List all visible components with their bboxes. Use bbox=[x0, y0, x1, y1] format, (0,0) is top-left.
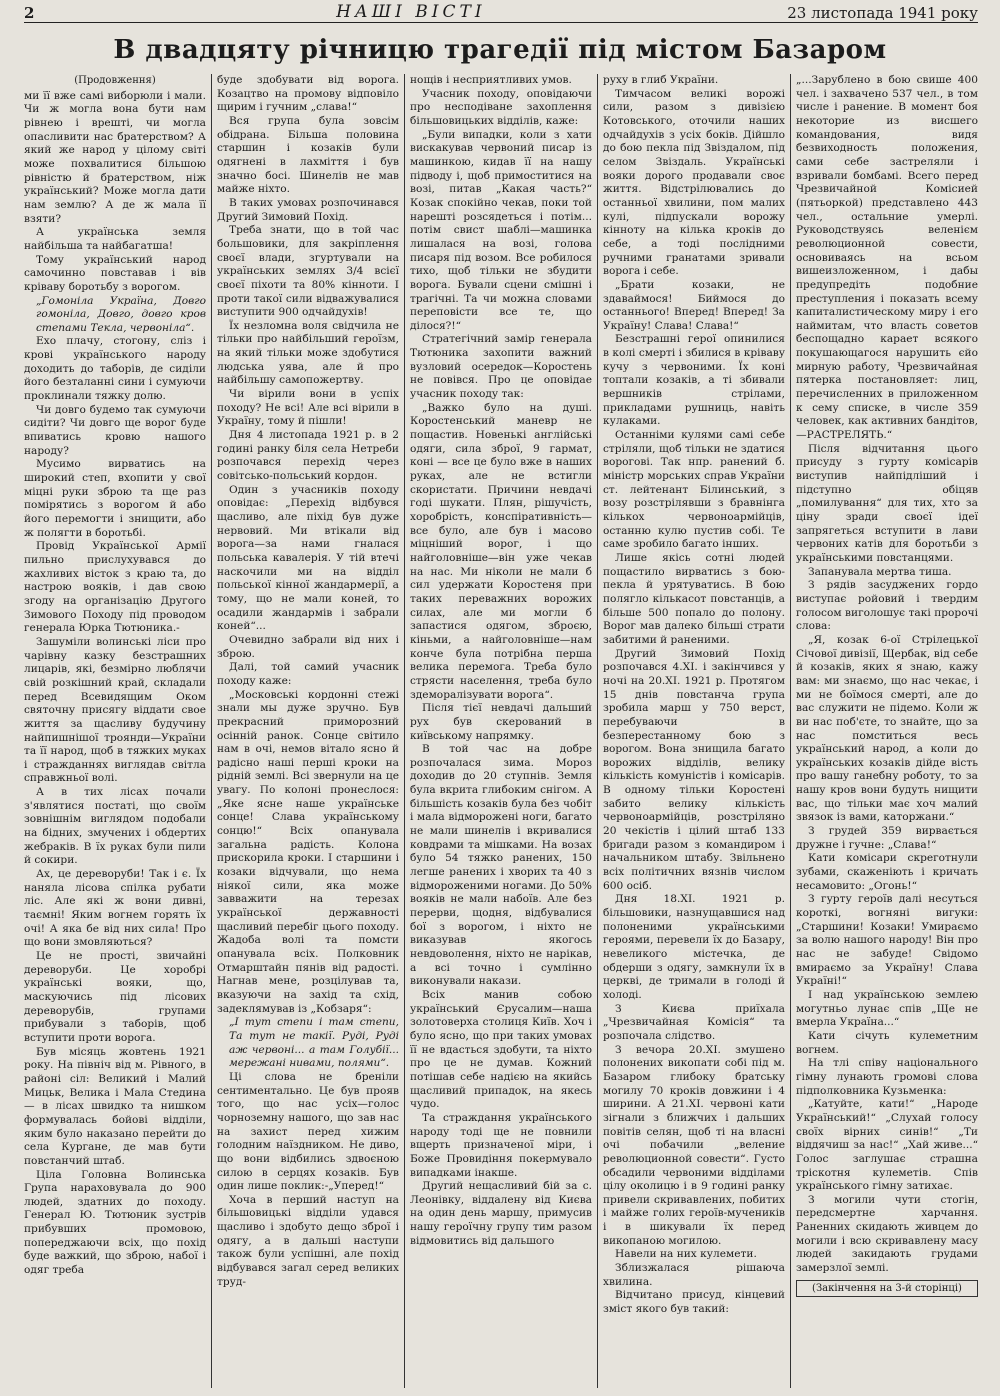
paragraph: Зблизжалася рішаюча хвилина. bbox=[603, 1262, 785, 1288]
column-4 bbox=[597, 74, 790, 1388]
paragraph: Стратегічний замір генерала Тютюника захопити важний вузловий осередок—Коростень не повівся. Про це оповідае учасник походу так: bbox=[410, 333, 592, 401]
column-2 bbox=[211, 74, 404, 1388]
paragraph: Зашуміли волинські ліси про чарівну казку безстрашних лицарів, які, безмірно люблячи свій розкішний край, складали перед Всевидящим Оком святочну присягу віддати свое життя за щасливу будучину найпишнішої троянди—України та її народ, щоб в тяжких муках і стражданнях виглядав світла справжньої волі. bbox=[24, 635, 206, 785]
paragraph: „Я, козак 6-ої Стрілецької Січової дивізії, Щербак, від себе й козаків, яких я знаю, кажу вам: ми знаємо, що нас чекає, і ми не боїмося смерті, але до вас служити не підемо. Коли ж ви нас поб'єте, то знайте, що за нас помститься весь український народ, а коли до українських козаків дійде вість про вашу ганебну роботу, то за нашу кров вони будуть нищити вас, що тільки має хоч малий звязок із вами, каторжани.“ bbox=[796, 633, 978, 824]
paragraph: ми її вже самі виборюли і мали. Чи ж могла вона бути нам рівнею і врешті, чи могла опасливити нас братерством? А який же народ у цілому світі може похвалитися більшою рівністю й братерством, ніж український? Може могла дати нам землю? А де ж мала її взяти? bbox=[24, 89, 206, 225]
paragraph: Ціла Головна Волинська Група нараховувала до 900 людей, здатних до походу. Генерал Ю. Тютюник зустрів прибувших промовою, попереджаючи всіх, що похід буде важкий, що зброю, набої і одяг треба bbox=[24, 1168, 206, 1277]
paragraph: Навели на них кулемети. bbox=[615, 1248, 757, 1261]
paragraph: Вся група була зовсім обідрана. Більша половина старшин і козаків були одягнені в лахміття і був значно босі. Шинелів не мав майже ніхто. bbox=[217, 114, 399, 196]
paragraph: „Важко було на душі. Коростенський маневр не пощастив. Новенькі англійські одяги, сила зброї, 9 гармат, коні — все це було вже в наших руках, але не встигли скористати. Причини невдачі годі шукати. Плян, рішучість, хоробрість, конспіративність—все було, але був і масово міцніший ворог, і що найголовніше—він уже чекав на нас. Ми ніколи не мали б сил удержати Коростеня при таких переважних ворожих силах, але ми могли б запастися одягом, зброєю, кіньми, а найголовніше—нам конче була потрібна перша велика перемога. Треба було стрясти населення, треба було здеморалізувати ворога“. bbox=[410, 401, 592, 701]
article-headline: В двадцяту річницю трагедії під містом Базаром bbox=[113, 35, 887, 65]
paragraph: Чи довго будемо так сумуючи сидіти? Чи довго ще ворог буде впиватись кровю нашого народу? bbox=[24, 403, 206, 457]
paragraph: Дня 4 листопада 1921 р. в 2 годині ранку біля села Нетреби розпочався перехід через совітсько-польський кордон. bbox=[217, 429, 399, 483]
paragraph: Далі, той самий учасник походу каже: bbox=[217, 661, 399, 687]
paragraph: Безстрашні герої опинилися в колі смерті і збилися в кріваву кучу з червоними. Їх коні топтали козаків, а ті збивали вершників стрілами, прикладами рушниць, навіть кулаками. bbox=[603, 333, 786, 428]
paragraph: З могили чути стогін, передсмертне харчання. Раненних скидають живцем до могили і всю скривавлену масу людей закидають грудами замерзлої землі. bbox=[796, 1193, 978, 1275]
paragraph: Лише якісь сотні людей пощастило вирватись з бою-пекла й урятуватись. В бою полягло кількасот повстанців, а більше 500 попало до полону. Ворог мав далеко більші страти забитими й раненими. bbox=[603, 551, 785, 646]
paragraph: „...Зарублено в бою свише 400 чел. і захвачено 537 чел., в том числе і ранение. В момент боя некоторие из висшего командования, видя безвиходность положения, сами себе застреляли і взривали бомбамі. Всего перед Чрезвичайной Комісией (пятьоркой) представлено 443 чел., остальние умерлі. Руководствуясь веленієм революционной совести, основиваясь на всьом вишеизложенном, і дабы предупредіть подобние преступления і показать всему капиталистическому миру і его наймитам, что власть советов беспощадно карает всякого покушающагося нарушить єйо мирную работу, Чрезвичайная пятерка постановляет: лиц, перечисленних в приложенном к сему списке, в числе 359 человек, как активних бандітов,—РАСТРЕЛЯТЬ.“ bbox=[796, 74, 978, 442]
paragraph: „Московські кордонні стежі знали мы дуже зручно. Був прекрасний приморозний осінній ранок. Сонце світило нам в очі, немов вітало ясно й радісно наші перші кроки на рідній землі. Всі звернули на це увагу. По колоні пронеслося: „Яке ясне наше українське сонце! Слава українському сонцю!“ Всіх опанувала загальна радість. Колона прискорила кроки. І старшини і козаки відчували, що нема ніякої сили, яка може завважити на терезах української державності щасливий перебіг цього походу. Жадоба волі та помсти опанувала всіх. Полковник Отмарштайн пянів від радості. Нагнав мене, розцілував та, вказуючи на захід та схід, задеклямував із „Кобзаря“: bbox=[217, 688, 399, 1015]
paragraph: А українська земля найбільша та найбагатша! bbox=[24, 226, 206, 252]
page-number: 2 bbox=[24, 4, 35, 22]
column-3 bbox=[404, 74, 597, 1388]
paragraph: З грудей 359 вирвається дружне і гучне: „Слава!“ bbox=[796, 825, 978, 851]
paragraph: „Катуйте, кати!“ „Народе Український!“ „Слухай голосу своїх вірних синів!“ „Ти віддячиш за нас!“ „Хай живе...“ Голос заглушає страшна тріскотня кулеметів. Спів українського гімну затихає. bbox=[796, 1098, 978, 1193]
paragraph: З Києва приїхала „Чрезвичайная Комісія“ та розпочала слідство. bbox=[603, 1002, 785, 1042]
paragraph: Це не прості, звичайні дереворуби. Це хоробрі українські вояки, що, маскуючись під лісових дереворубів, групами прибували з таборів, щоб вступити проти ворога. bbox=[24, 950, 206, 1044]
paragraph: Другий Зимовий Похід розпочався 4.XI. і закінчився у ночі на 20.XI. 1921 р. Протягом 15 днів повстанча група зробила марш у 750 верст, перебуваючи в безперестанному бою з ворогом. Вона знищила багато ворожих відділів, велику кількість комуністів і комісарів. В одному тільки Коростені забито велику кількість червоноармійців, розстріляно 20 чекістів і цілий штаб 133 бригади разом з командиром і начальником штабу. Звільнено всіх політичних вязнів числом 600 осіб. bbox=[603, 647, 785, 892]
paragraph: Відчитано присуд, кінцевий зміст якого був такий: bbox=[603, 1289, 785, 1316]
paragraph: Запанувала мертва тиша. bbox=[808, 565, 952, 578]
paragraph: В той час на добре розпочалася зима. Мороз доходив до 20 ступнів. Земля була вкрита глибоким снігом. А більшість козаків була без чобіт і мала відморожені ноги, багато не мали шинелів і вкривалися ковдрами та мішками. На возах було 54 тяжко ранених, 150 легше ранених і хворих та 40 з відмороженими ногами. До 50% вояків не мали набоїв. Але без перерви, щодня, відбувалися бої з ворогом, і ніхто не виказував якогось невдоволення, ніхто не нарікав, а всі точно і сумлінно виконували накази. bbox=[410, 743, 592, 988]
paragraph: Другий нещасливий бій за с. Леонівку, віддалену від Києва на один день маршу, примусив нашу героїчну групу тим разом відмовитись від дальшого bbox=[410, 1180, 592, 1247]
paragraph: Після відчитання цього присуду з гурту комісарів виступив найпідліший і підступно обіцяв „помилування“ для тих, хто за ціну зради своєї ідеї запрягеться вступити в лави червоних катів для боротьби з українськими повстанцями. bbox=[796, 442, 978, 564]
paragraph: „Брати козаки, не здаваймося! Биймося до останнього! Вперед! Вперед! За Україну! Слава! Слава!“ bbox=[603, 278, 785, 332]
paragraph: А в тих лісах почали з'являтися постаті, що своїм зовнішнім виглядом подобали на бідних, змучених і обдертих жебраків. В їх руках були пили й сокири. bbox=[24, 786, 206, 867]
paragraph: Один з учасників походу оповідає: „Перехід відбувся щасливо, але піхід був дуже нервовий. Ми втікали від ворога—за нами гналася польська кавалерія. У тій втечі наскочили ми на відділ польської кінної жандармерії, а тому, що не мали коней, то осадили жандармів і забрали коней“... bbox=[217, 483, 399, 633]
paragraph: Їх незломна воля свідчила не тільки про найбільший героїзм, на який тільки може здобутися людська уява, але й про найбільшу самопожертву. bbox=[217, 319, 399, 387]
paragraph: Ехо плачу, стогону, сліз і крові українського народу доходить до таборів, де сиділи його безталанні сини і сумуючи проклинали тяжку долю. bbox=[24, 335, 206, 403]
paragraph: Після тієї невдачі дальший рух був скерований в київському напрямку. bbox=[410, 702, 592, 742]
paragraph: І над українською землею могутньо лунає спів „Ще не вмерла Україна...“ bbox=[796, 988, 978, 1029]
paragraph: Останніми кулями самі себе стріляли, щоб тільки не здатися ворогові. Так нпр. ранений б. міністр морських справ України ст. лейтенант Білинський, з возу розстрілявши з бравнінга кількох червоноармійців, останню кулю пустив собі. Те саме зробило багато інших. bbox=[603, 429, 785, 551]
paragraph: Учасник походу, оповідаючи про несподіване захоплення більшовицьких відділів, каже: bbox=[410, 87, 592, 127]
paragraph: Ці слова не бреніли сентиментально. Це був прояв того, що нас усіх—голос чорноземну нашого, що зав нас на захист перед хижим голодним наїздником. Не диво, що вони відбились здвоєною силою в серцях козаків. Був один лише поклик:-„Уперед!“ bbox=[217, 1070, 399, 1193]
paragraph: Тому український народ самочинно повставав і вів кріваву боротьбу з ворогом. bbox=[24, 253, 206, 293]
paragraph: „І тут степи і там степи, Та тут не такії. Руді, Руді аж червоні... а там Голубії... мережані нивами, полями“. bbox=[229, 1016, 399, 1070]
newspaper-title: НАШІ ВІСТІ bbox=[336, 2, 486, 22]
paragraph: Чи вірили вони в успіх походу? Не всі! Але всі вірили в Україну, тому й пішли! bbox=[217, 388, 399, 428]
paragraph: Мусимо вирватись на широкий степ, вхопити у свої міцні руки зброю та ще раз помірятись з ворогом й або його перемогти і знищити, або ж полягти в боротьбі. bbox=[24, 458, 206, 539]
paragraph: руху в глиб України. bbox=[603, 74, 719, 86]
paragraph: З рядів засуджених гордо виступає ройовий і твердим голосом виголошує такі пророчі слова: bbox=[796, 579, 978, 633]
article-columns bbox=[24, 74, 978, 1388]
paragraph: Провід Української Армії пильно прислухувався до жахливих вісток з краю та, до настрою вояків, і дав свою згоду на організацію Другого Зимового Походу під проводом генерала Юрка Тютюника.- bbox=[24, 540, 206, 635]
column-5 bbox=[790, 74, 978, 1388]
paragraph: З вечора 20.XI. змушено полонених викопати собі під м. Базаром глибоку братську могилу 70 кроків довжини і 4 ширини. А 21.XI. червоні кати зігнали з ближчих і дальших повітів селян, щоб ті на власні очі побачили „веление революционной совести“. Густо обсадили червоними відділами цілу околицю і в 9 годині ранку привели скривавлених, побитих і майже голих героїв-мучеників і в шикували їх перед викопаною могилою. bbox=[603, 1043, 785, 1247]
paragraph: Кати січуть кулеметним вогнем. bbox=[796, 1029, 978, 1056]
paragraph: Треба знати, що в той час большовики, для закріплення своєї влади, згуртували на українських землях 3/4 всієї своєї піхоти та 80% кінноти. І проти такої сили відважувалися виступити 900 одчайдухів! bbox=[217, 224, 399, 319]
paragraph: буде здобувати від ворога. Козацтво на промову відповіло щирим і гучним „слава!“ bbox=[217, 74, 399, 114]
paragraph: Дня 18.XI. 1921 р. більшовики, назнущавшися над полоненими українськими героями, перевели їх до Базару, невеликого містечка, де обдерши з одягу, замкнули їх в церкві, де тримали в голоді й холоді. bbox=[603, 893, 785, 1001]
paragraph: Хоча в перший наступ на більшовицькі відділи удався щасливо і здобуто дещо зброї і одягу, а в дальші наступи також були успішні, але похід відбувався загал серед великих труд- bbox=[217, 1193, 399, 1288]
paragraph: „Гомоніла Україна, Довго гомоніла, Довго, довго кров степами Текла, червоніла“. bbox=[36, 294, 206, 334]
paragraph: „Були випадки, коли з хати вискакував червоний писар із машинкою, кидав її на нашу підводу і, щоб примоститися на возі, питав „Какая часть?“ Козак спокійно чекав, поки той нарешті розсядеться і потім... потім свист шаблі—машинка лишалася на возі, голова писаря під возом. Все робилося тихо, щоб тільки не збудити ворога. Бували сцени смішні і трагічні. Та чи можна словами переповісти все те, що ділося?!“ bbox=[410, 128, 592, 332]
paragraph: Був місяць жовтень 1921 року. На північ від м. Рівного, в районі сіл: Великий і Малий Мицьк, Велика і Мала Стедина — в лісах швидко та нишком формувалась бойові відділи, яким було наказано перейти до села Кургане, де мав бути повстанчий штаб. bbox=[24, 1045, 206, 1167]
issue-date: 23 листопада 1941 року bbox=[787, 4, 978, 22]
paragraph: На тлі співу національного гімну лунають громові слова підполковника Кузьменка: bbox=[796, 1057, 978, 1097]
paragraph: Ах, це дереворуби! Так і є. Їх наняла лісова спілка рубати ліс. Але які ж вони дивні, таємні! Яким вогнем горять їх очі! А яка бе від них сила! Про що вони змовляються? bbox=[24, 868, 206, 949]
continuation-note: (Закінчення на 3-й сторінці) bbox=[796, 1280, 978, 1298]
running-head bbox=[24, 0, 978, 23]
column-1 bbox=[24, 74, 211, 1388]
paragraph: В таких умовах розпочинався Другий Зимовий Похід. bbox=[217, 196, 399, 223]
paragraph: нощів і несприятливих умов. bbox=[410, 74, 572, 86]
paragraph: З гурту героїв далі несуться короткі, вогняні вигуки: „Старшини! Козаки! Умираємо за волю нашого народу! Він про нас не забуде! Свідомо вмираємо за Україну! Слава Україні!“ bbox=[796, 893, 978, 988]
paragraph: Очевидно забрали від них і зброю. bbox=[217, 633, 399, 660]
paragraph: (Продовження) bbox=[74, 75, 156, 86]
paragraph: Тимчасом великі ворожі сили, разом з дивізією Котовського, оточили наших одчайдухів з усіх боків. Дійшло до бою пекла під Звіздалом, під селом Звіздаль. Українські вояки дорого продавали своє життя. Відстрілювались до останньої хвилини, пом малих кулі, підпускали ворожу кінноту на кілька кроків до себе, а тоді послідними ручними гранатами зривали ворога і себе. bbox=[603, 87, 785, 278]
paragraph: Всіх манив собою український Єрусалим—наша золотоверха столиця Київ. Хоч і було ясно, що при таких умовах її не вдасться здобути, та ніхто про це не думав. Кожний потішав себе надією на якийсь щасливий припадок, на якесь чудо. bbox=[410, 988, 592, 1111]
paragraph: Та страждання українського народу тоді ще не повнили вщерть призначеної міри, і Боже Провидіння покермувало випадками інакше. bbox=[410, 1111, 592, 1179]
paragraph: Кати комісари скреготнули зубами, скаженіють і кричать несамовито: „Огонь!“ bbox=[796, 852, 978, 892]
